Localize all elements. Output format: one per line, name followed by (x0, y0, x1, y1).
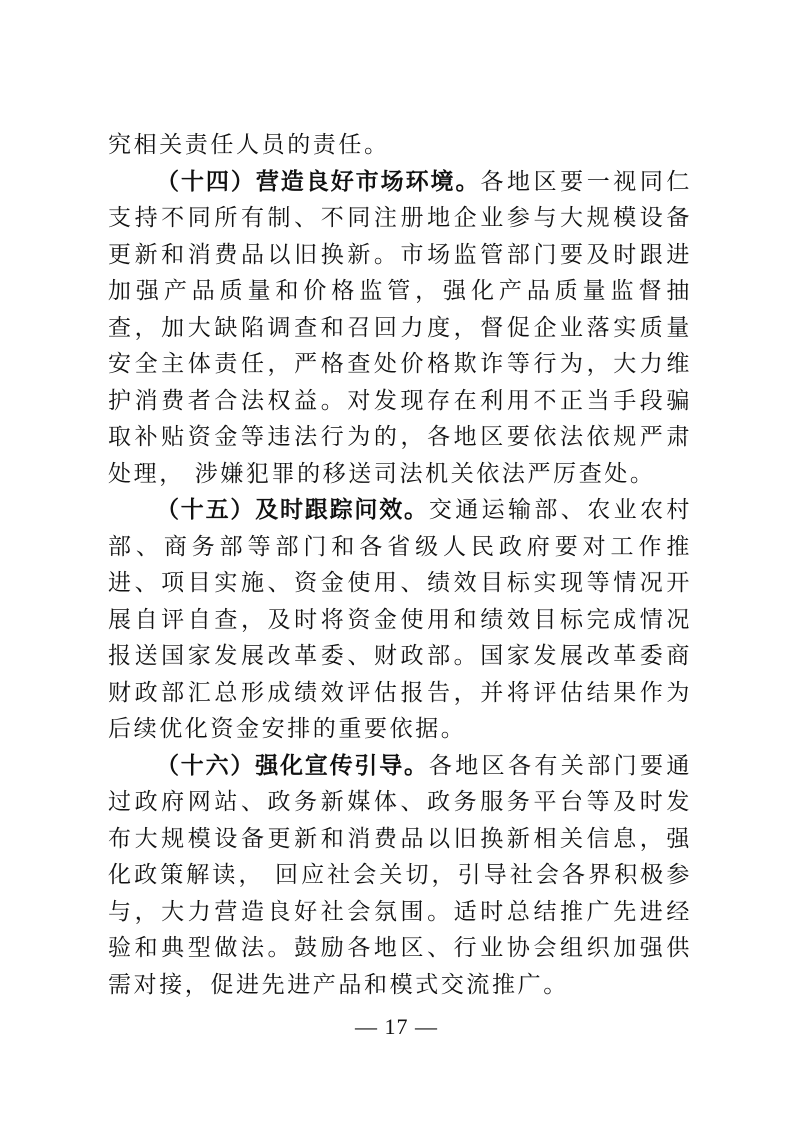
document-body (108, 127, 692, 1003)
section-16-heading: （十六）强化宣传引导。 (156, 752, 429, 779)
page-number: — 17 — (355, 1014, 438, 1039)
section-15-paragraph (108, 492, 692, 748)
section-14-heading: （十四）营造良好市场环境。 (156, 168, 481, 195)
section-15-body: 交通运输部、农业农村部、商务部等部门和各省级人民政府要对工作推进、项目实施、资金使用、绩效目标实现等情况开展自评自查，及时将资金使用和绩效目标完成情况报送国家发展改革委、财政部。国家发展改革委商财政部汇总形成绩效评估报告，并将评估结果作为后续优化资金安排的重要依据。 (108, 497, 693, 742)
section-14-paragraph (108, 164, 692, 493)
section-16-paragraph (108, 748, 692, 1004)
section-16-body: 各地区各有关部门要通过政府网站、政务新媒体、政务服务平台等及时发布大规模设备更新和消费品以旧换新相关信息，强化政策解读， 回应社会关切，引导社会各界积极参与，大力营造良好社会氛围。适时总结推广先进经验和典型做法。鼓励各地区、行业协会组织加强供需对接，促进先进产品和模式交流推广。 (108, 752, 693, 998)
section-15-heading: （十五）及时跟踪问效。 (156, 497, 429, 523)
section-14-body: 各地区要一视同仁支持不同所有制、不同注册地企业参与大规模设备更新和消费品以旧换新。市场监管部门要及时跟进加强产品质量和价格监管，强化产品质量监督抽查，加大缺陷调查和召回力度，督促企业落实质量安全主体责任，严格查处价格欺诈等行为，大力维护消费者合法权益。对发现存在利用不正当手段骗取补贴资金等违法行为的，各地区要依法依规严肃处理， 涉嫌犯罪的移送司法机关依法严厉查处。 (108, 168, 693, 487)
intro-continuation: 究相关责任人员的责任。 (108, 132, 390, 158)
